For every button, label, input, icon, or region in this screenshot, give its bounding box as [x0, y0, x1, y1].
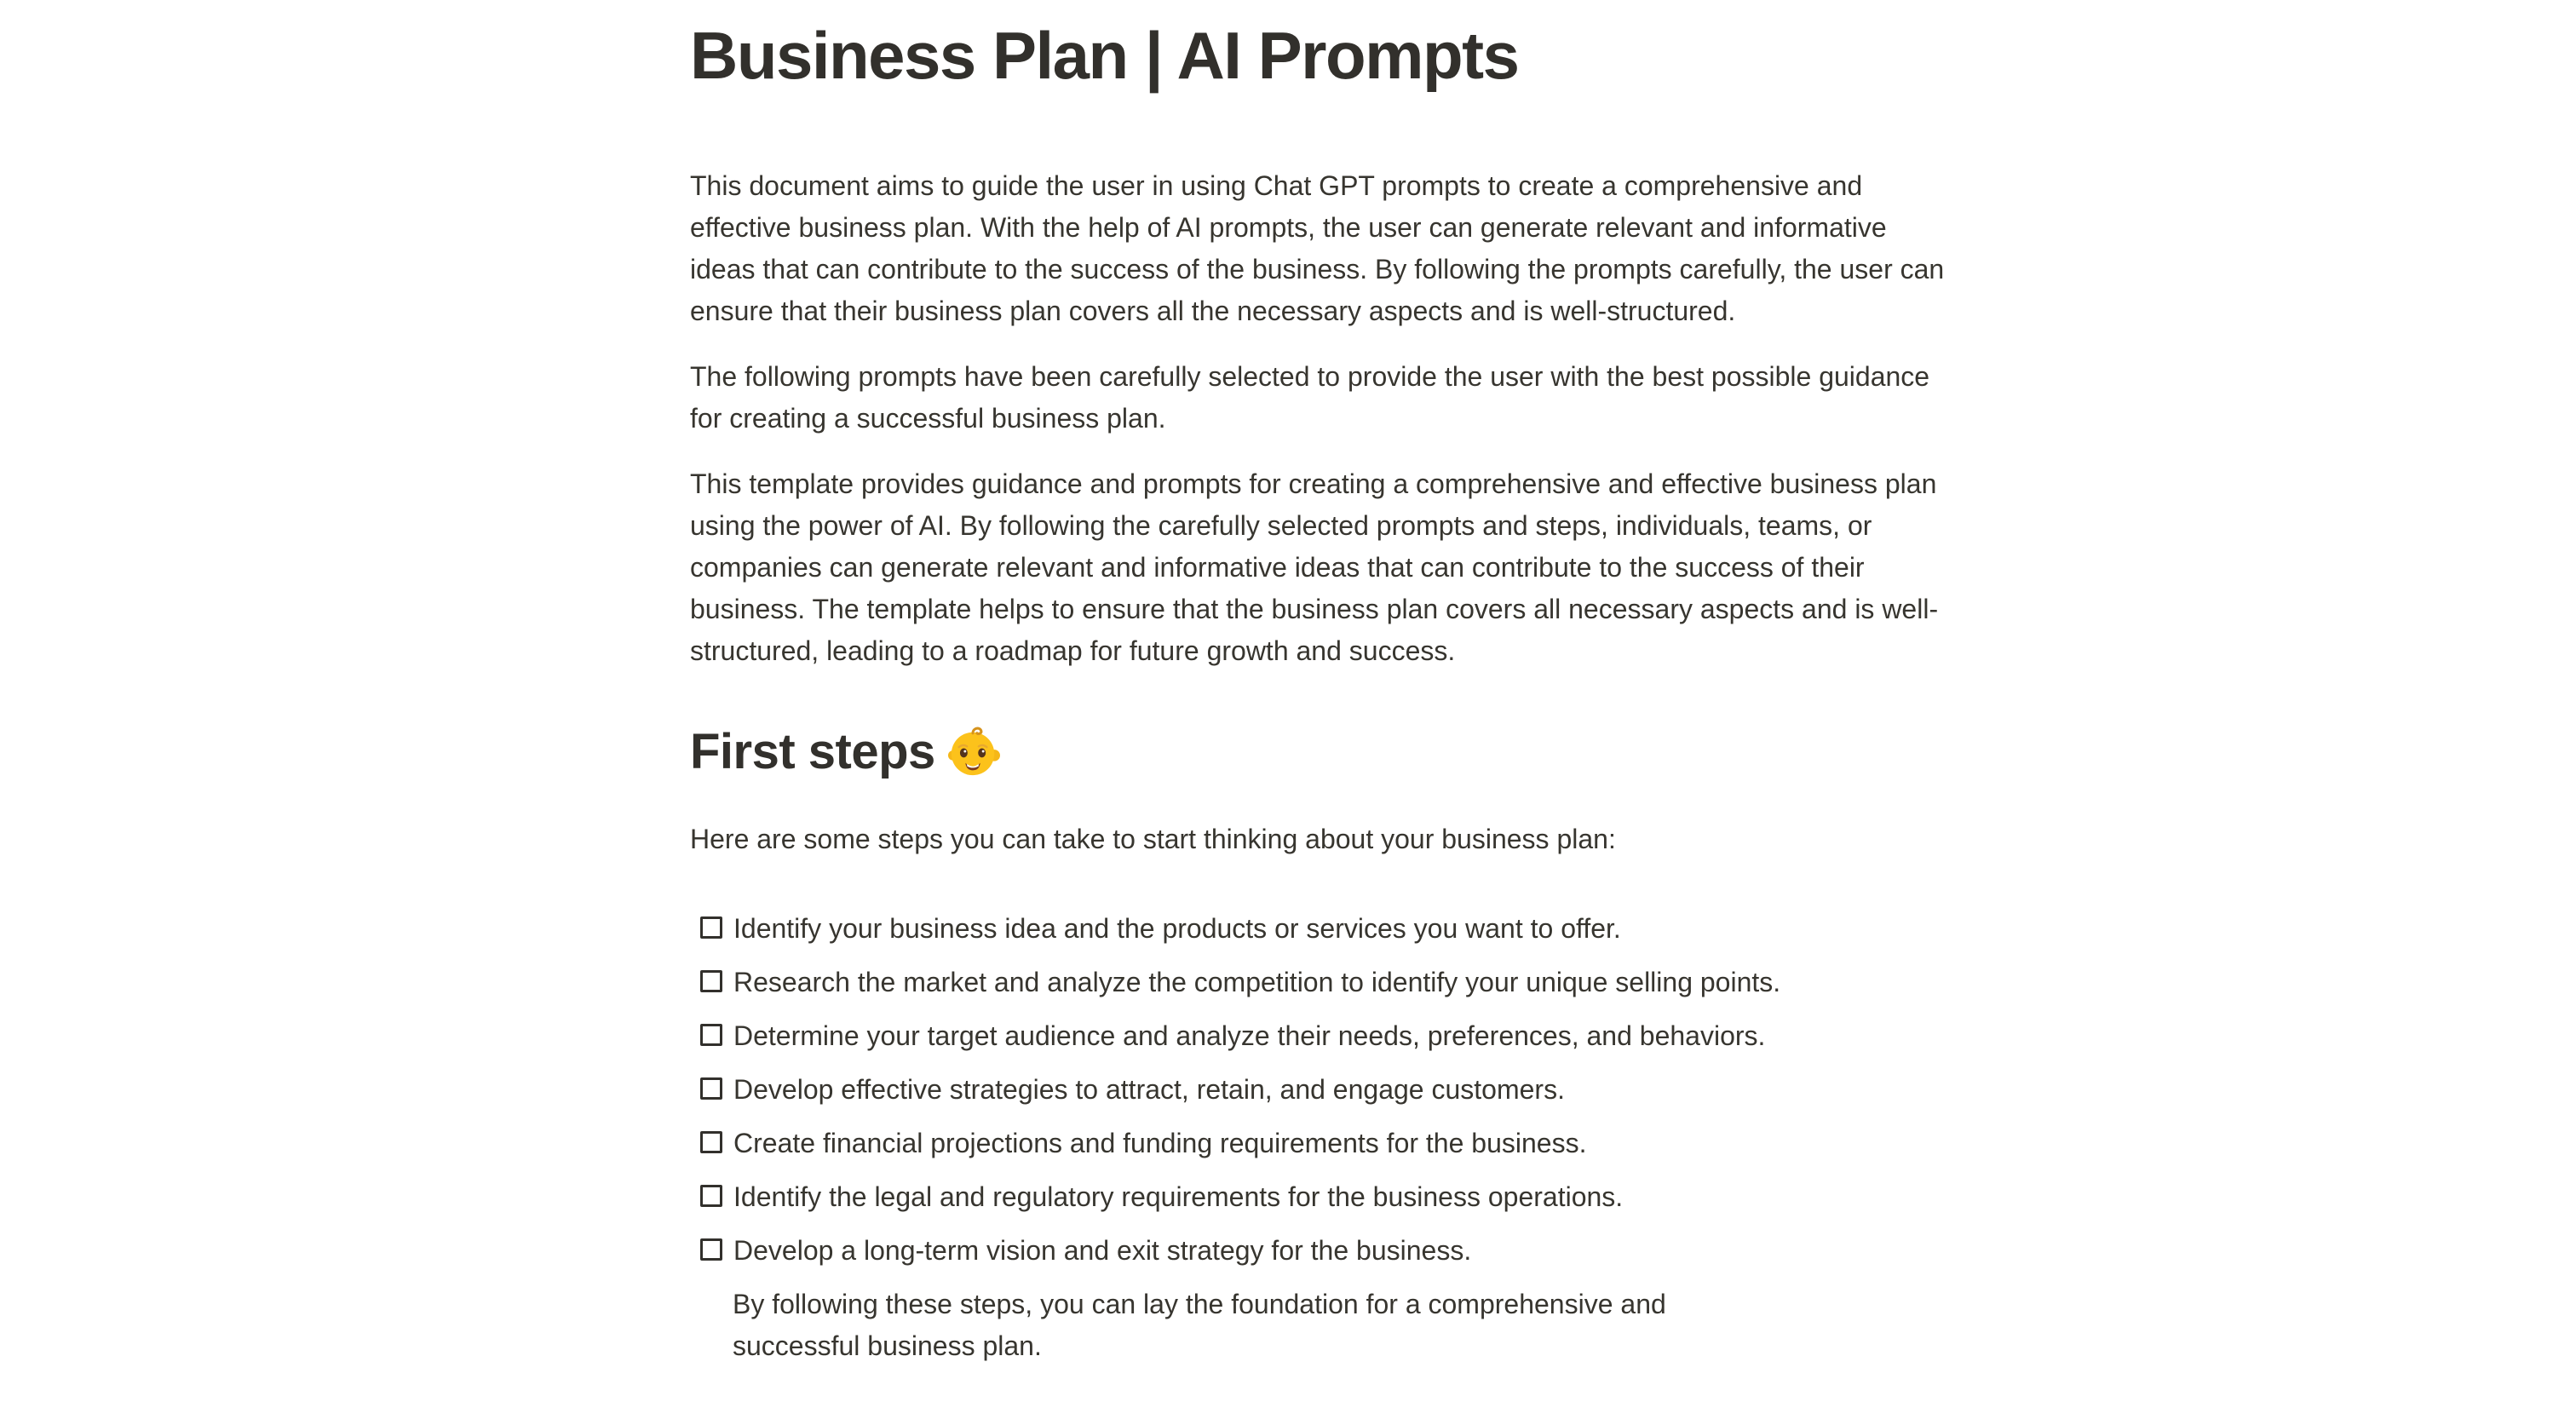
- todo-label: Identify your business idea and the products or services you want to offer.: [733, 913, 1621, 944]
- todo-list: [690, 908, 1956, 1367]
- todo-checkbox[interactable]: [700, 1077, 722, 1100]
- todo-item: [690, 908, 1956, 950]
- todo-label: Identify the legal and regulatory requirements for the business operations.: [733, 1181, 1624, 1212]
- page-title: Business Plan | AI Prompts: [690, 18, 1519, 93]
- todo-label: Research the market and analyze the competition to identify your unique selling points.: [733, 967, 1781, 997]
- todo-checkbox[interactable]: [700, 1131, 722, 1153]
- intro-paragraph-3: This template provides guidance and prompts for creating a comprehensive and effective business plan using the power of AI. By following the carefully selected prompts and steps, individuals, teams, or companies can generate relevant and informative ideas that can contribute to the success of their business. The template helps to ensure that the business plan covers all necessary aspects and is well-structured, leading to a roadmap for future growth and success.: [690, 468, 1939, 666]
- section-lead-text: Here are some steps you can take to start thinking about your business plan:: [690, 824, 1616, 854]
- todo-conclusion-text: By following these steps, you can lay the foundation for a comprehensive and successful business plan.: [733, 1289, 1666, 1361]
- todo-label: Develop a long-term vision and exit strategy for the business.: [733, 1235, 1472, 1266]
- todo-checkbox[interactable]: [700, 916, 722, 939]
- todo-checkbox[interactable]: [700, 1024, 722, 1046]
- todo-label: Determine your target audience and analyze their needs, preferences, and behaviors.: [733, 1020, 1766, 1051]
- todo-checkbox[interactable]: [700, 1185, 722, 1207]
- todo-item: [690, 1069, 1956, 1111]
- intro-paragraph-2: The following prompts have been carefully selected to provide the user with the best possible guidance for creating a successful business plan.: [690, 361, 1930, 434]
- intro-paragraph-1: This document aims to guide the user in using Chat GPT prompts to create a comprehensive and effective business plan. With the help of AI prompts, the user can generate relevant and informative ideas that can contribute to the success of the business. By following the prompts carefully, the user can ensure that their business plan covers all the necessary aspects and is well-structured.: [690, 170, 1945, 326]
- todo-checkbox[interactable]: [700, 970, 722, 992]
- section-heading-first-steps: [690, 720, 1956, 784]
- todo-item: [690, 962, 1956, 1003]
- document-content: [690, 12, 1956, 1367]
- todo-checkbox[interactable]: [700, 1238, 722, 1261]
- todo-item: [690, 1123, 1956, 1164]
- baby-emoji: [947, 726, 1000, 779]
- todo-item: [690, 1230, 1956, 1272]
- todo-label: Develop effective strategies to attract, retain, and engage customers.: [733, 1074, 1565, 1105]
- todo-item: [690, 1176, 1956, 1218]
- todo-label: Create financial projections and funding requirements for the business.: [733, 1128, 1587, 1158]
- section-heading-text: First steps: [690, 724, 935, 779]
- todo-item: [690, 1015, 1956, 1057]
